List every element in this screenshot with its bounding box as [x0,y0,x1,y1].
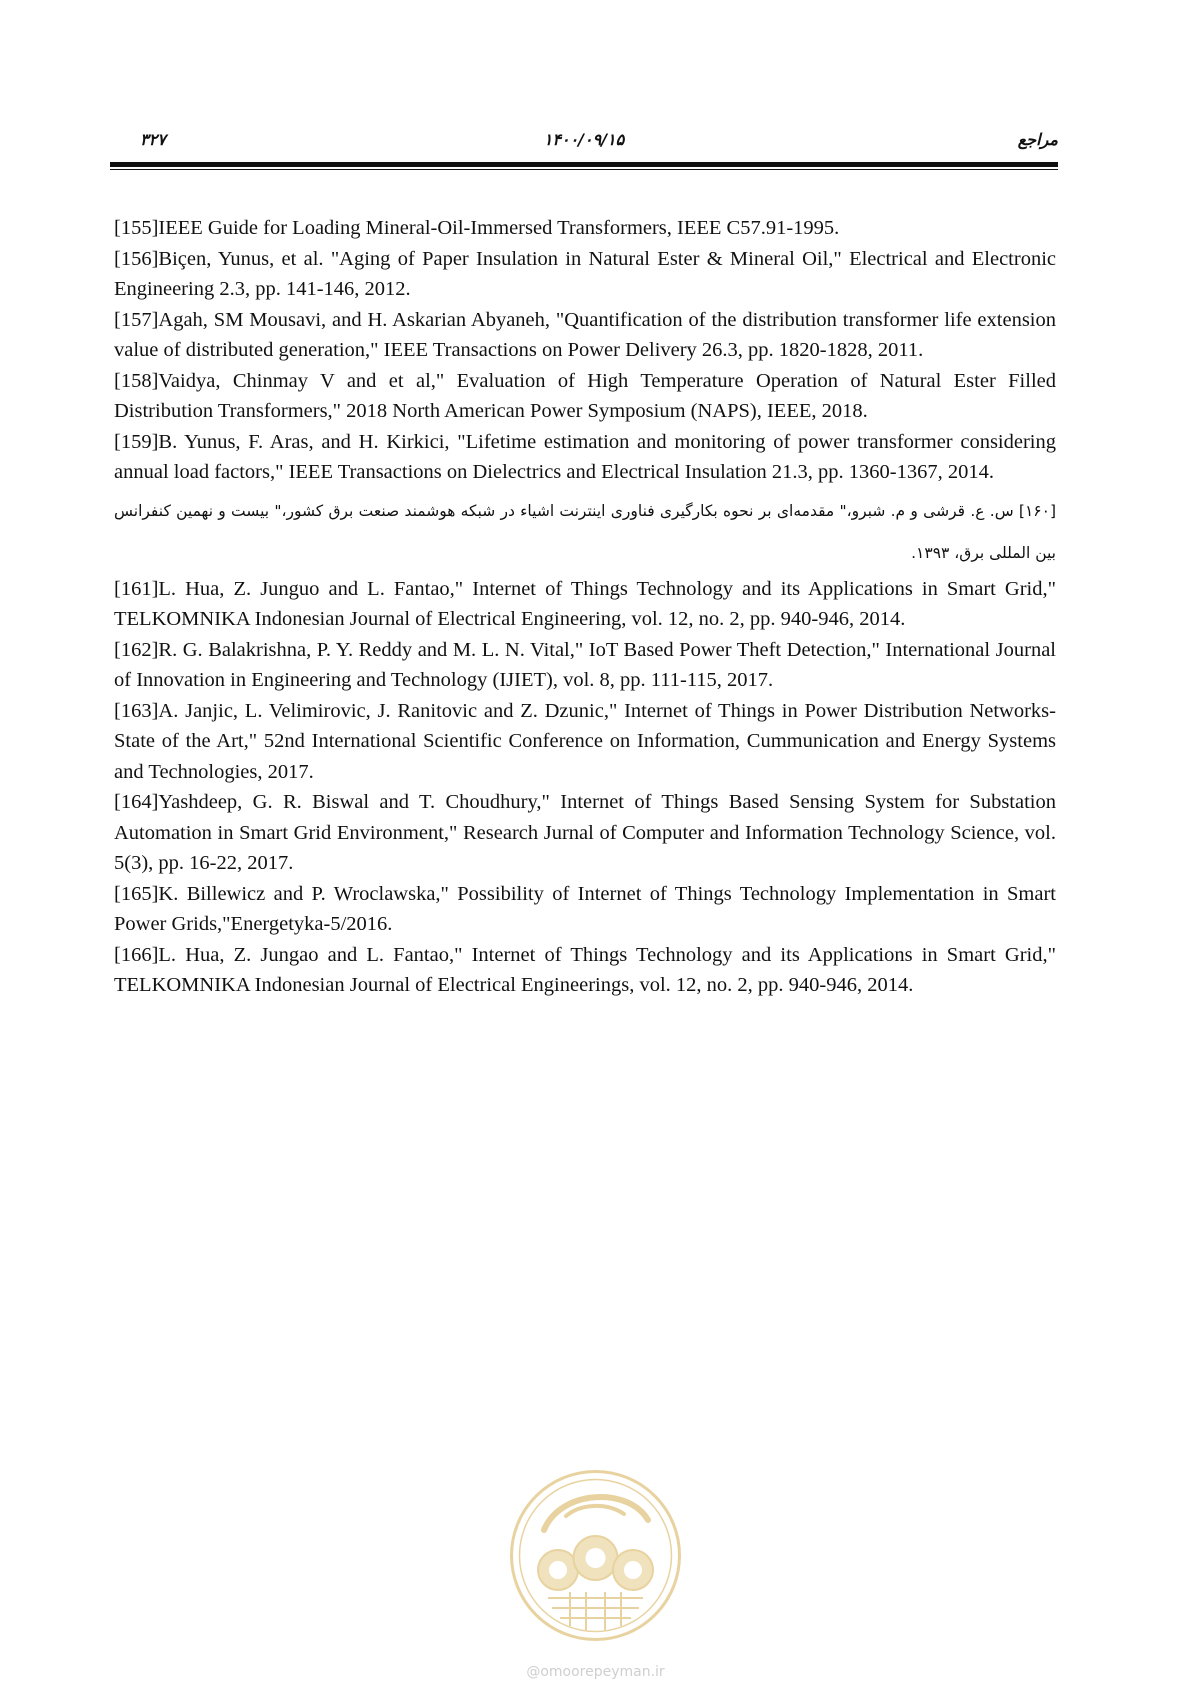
reference-155: [155]IEEE Guide for Loading Mineral-Oil-Immersed Transformers, IEEE C57.91-1995. [114,217,840,239]
reference-161: [161]L. Hua, Z. Junguo and L. Fantao," Internet of Things Technology and its Applications in Smart Grid," TELKOMNIKA Indonesian Journal of Electrical Engineering, vol. 12, no. 2, pp. 940-946, 2014. [114,577,1056,630]
reference-list [114,213,1056,1001]
page-header [110,130,1058,154]
reference-166: [166]L. Hua, Z. Jungao and L. Fantao," Internet of Things Technology and its Applications in Smart Grid," TELKOMNIKA Indonesian Journal of Electrical Engineerings, vol. 12, no. 2, pp. 940-946, 2014. [114,943,1056,996]
reference-157: [157]Agah, SM Mousavi, and H. Askarian Abyaneh, "Quantification of the distribution transformer life extension value of distributed generation," IEEE Transactions on Power Delivery 26.3, pp. 1820-1828, 2011. [114,308,1056,361]
reference-165: [165]K. Billewicz and P. Wroclawska," Possibility of Internet of Things Technology Implementation in Smart Power Grids,"Energetyka-5/2016. [114,882,1056,935]
watermark [508,1468,683,1698]
header-rule-thick [110,162,1058,167]
watermark-site-text: @omoorepeyman.ir [526,1664,665,1680]
header-date: ۱۴۰۰/۰۹/۱۵ [543,130,625,149]
header-rule-thin [110,169,1058,170]
reference-162: [162]R. G. Balakrishna, P. Y. Reddy and M. L. N. Vital," IoT Based Power Theft Detection," International Journal of Innovation in Engineering and Technology (IJIET), vol. 8, pp. 111-115, 2017. [114,638,1056,691]
page-number: ۳۲۷ [140,130,166,149]
reference-163: [163]A. Janjic, L. Velimirovic, J. Ranitovic and Z. Dzunic," Internet of Things in Power Distribution Networks-State of the Art," 52nd International Scientific Conference on Information, Cummunication and Energy Systems and Technologies, 2017. [114,699,1056,783]
reference-160: [۱۶۰] س. ع. قرشی و م. شبرو،" مقدمه‌ای بر نحوه بکارگیری فناوری اینترنت اشیاء در شبکه هوشمند صنعت برق کشور،" بیست و نهمین کنفرانس بین المللی برق، ۱۳۹۳. [114,501,1056,562]
reference-164: [164]Yashdeep, G. R. Biswal and T. Choudhury," Internet of Things Based Sensing System for Substation Automation in Smart Grid Environment," Research Jurnal of Computer and Information Technology Science, vol. 5(3), pp. 16-22, 2017. [114,791,1056,874]
reference-159: [159]B. Yunus, F. Aras, and H. Kirkici, "Lifetime estimation and monitoring of power transformer considering annual load factors," IEEE Transactions on Dielectrics and Electrical Insulation 21.3, pp. 1360-1367, 2014. [114,430,1056,483]
section-title: مراجع [1017,130,1058,149]
reference-158: [158]Vaidya, Chinmay V and et al," Evaluation of High Temperature Operation of Natural Ester Filled Distribution Transformers," 2018 North American Power Symposium (NAPS), IEEE, 2018. [114,369,1056,422]
reference-156: [156]Biçen, Yunus, et al. "Aging of Paper Insulation in Natural Ester & Mineral Oil," Electrical and Electronic Engineering 2.3, pp. 141-146, 2012. [114,247,1056,300]
watermark-logo-icon [508,1468,683,1643]
